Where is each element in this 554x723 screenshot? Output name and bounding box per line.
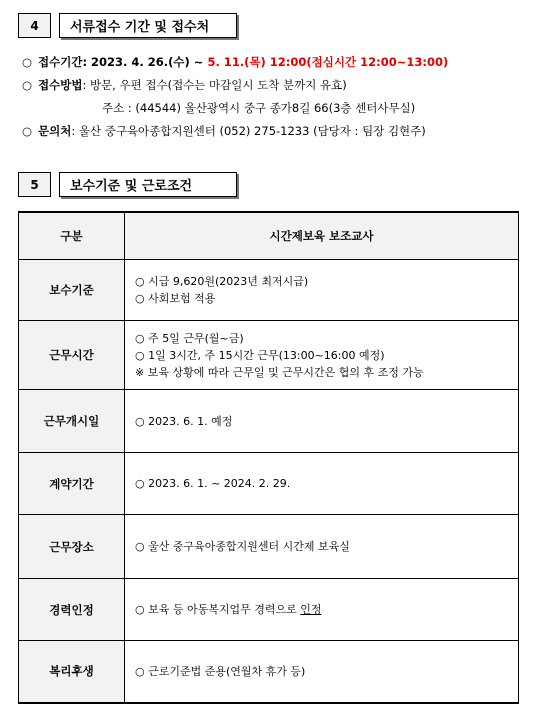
circle-bullet-icon: ○ bbox=[22, 124, 33, 138]
row-content: ○ 2023. 6. 1. ~ 2024. 2. 29. bbox=[125, 453, 519, 515]
table-row bbox=[19, 260, 519, 321]
row-content: ○ 2023. 6. 1. 예정 bbox=[125, 390, 519, 453]
circle-bullet-icon: ○ bbox=[22, 55, 33, 69]
header-category: 구분 bbox=[19, 212, 125, 260]
address: 주소 : (44544) 울산광역시 중구 종가8길 66(3층 센터사무실) bbox=[102, 101, 416, 115]
table-row bbox=[19, 453, 519, 515]
application-period: ○ 접수기간: 2023. 4. 26.(수) ~ 5. 11.(목) 12:00(점심시간 12:00~13:00) bbox=[22, 55, 449, 69]
row-content: ○ 시급 9,620원(2023년 최저시급) ○ 사회보험 적용 bbox=[125, 260, 519, 321]
row-label: 근무개시일 bbox=[19, 390, 125, 453]
table-row bbox=[19, 641, 519, 703]
row-label: 계약기간 bbox=[19, 453, 125, 515]
row-label: 근무시간 bbox=[19, 321, 125, 390]
section-title: 서류접수 기간 및 접수처 bbox=[59, 13, 237, 38]
application-method: ○ 접수방법: 방문, 우편 접수(접수는 마감일시 도착 분까지 유효) bbox=[22, 78, 347, 92]
table-row bbox=[19, 579, 519, 641]
row-content: ○ 주 5일 근무(월~금) ○ 1일 3시간, 주 15시간 근무(13:00~16:00 예정) ※ 보육 상황에 따라 근무일 및 근무시간은 협의 후 조정 가능 bbox=[125, 321, 519, 390]
section-5-header bbox=[18, 172, 237, 197]
table-header-row bbox=[19, 212, 519, 260]
section-number: 5 bbox=[18, 172, 51, 197]
row-label: 보수기준 bbox=[19, 260, 125, 321]
row-label: 복리후생 bbox=[19, 641, 125, 703]
table-row bbox=[19, 390, 519, 453]
row-content: ○ 보육 등 아동복지업무 경력으로 인정 bbox=[125, 579, 519, 641]
section-4-header bbox=[18, 13, 237, 38]
conditions-table bbox=[18, 211, 519, 704]
section-number: 4 bbox=[18, 13, 51, 38]
table-row bbox=[19, 515, 519, 579]
row-content: ○ 울산 중구육아종합지원센터 시간제 보육실 bbox=[125, 515, 519, 579]
row-label: 근무장소 bbox=[19, 515, 125, 579]
section-title: 보수기준 및 근로조건 bbox=[59, 172, 237, 197]
table-row bbox=[19, 321, 519, 390]
contact: ○ 문의처: 울산 중구육아종합지원센터 (052) 275-1233 (담당자 : 팀장 김현주) bbox=[22, 124, 426, 138]
row-content: ○ 근로기준법 준용(연월차 휴가 등) bbox=[125, 641, 519, 703]
header-position: 시간제보육 보조교사 bbox=[125, 212, 519, 260]
row-label: 경력인정 bbox=[19, 579, 125, 641]
circle-bullet-icon: ○ bbox=[22, 78, 33, 92]
